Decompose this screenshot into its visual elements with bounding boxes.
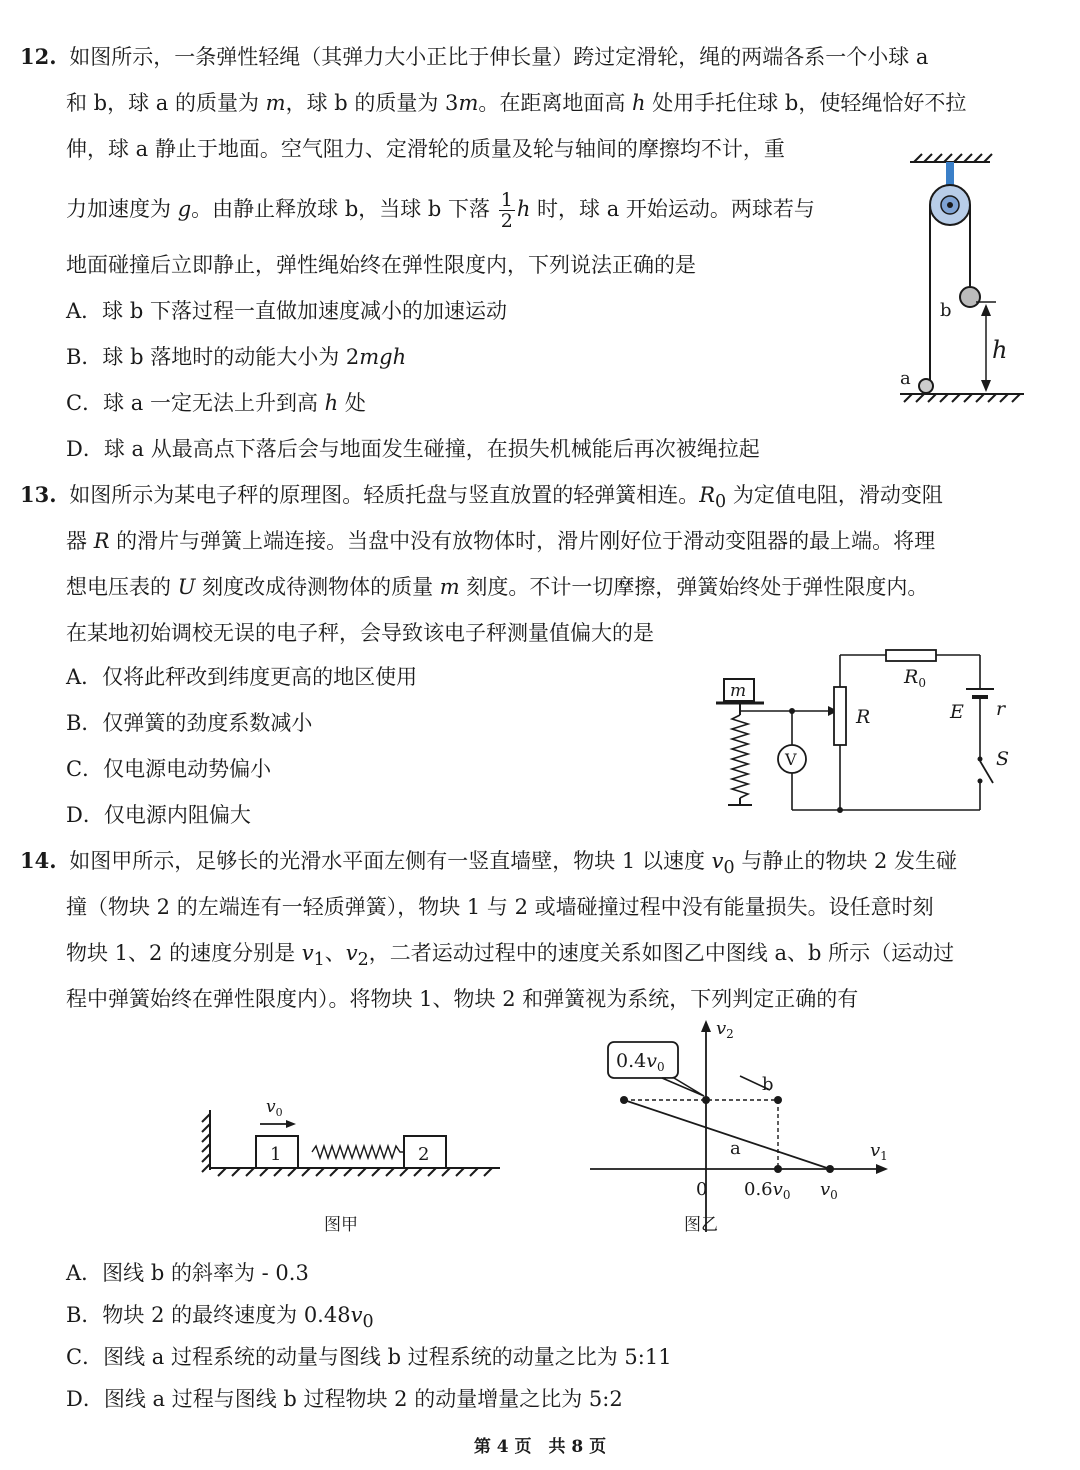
q12-text-4b: 。由静止释放球 b，当球 b 下落 xyxy=(191,197,491,221)
q12-option-c-text2: 处 xyxy=(338,391,366,415)
q12-option-d: D．球 a 从最高点下落后会与地面发生碰撞，在损失机械能后再次被绳拉起 xyxy=(66,437,760,461)
tick-06v0: $0.6v_0$ xyxy=(744,1179,791,1202)
q12-option-b-text: B．球 b 落地时的动能大小为 2 xyxy=(66,345,360,369)
q14-option-b xyxy=(66,1300,374,1337)
rheostat xyxy=(834,687,846,745)
q14-text-1b: 与静止的物块 2 发生碰 xyxy=(734,849,958,873)
voltmeter-label: V xyxy=(785,750,797,769)
q12-frac-num: 1 xyxy=(500,189,513,211)
q14-var-v0-sub: 0 xyxy=(723,858,735,879)
q13-number: 13. xyxy=(20,482,57,507)
origin-label: 0 xyxy=(696,1179,708,1200)
velocity-arrow-head xyxy=(286,1120,296,1128)
ball-a xyxy=(919,379,933,393)
q14-option-b-var: v xyxy=(350,1303,363,1327)
q12-option-a: A．球 b 下落过程一直做加速度减小的加速运动 xyxy=(66,299,507,323)
line-a xyxy=(624,1100,830,1169)
caption-jia: 图甲 xyxy=(324,1215,358,1235)
ceiling-hatch xyxy=(910,154,992,162)
floor xyxy=(210,1168,500,1176)
q13-var-u: U xyxy=(177,575,196,599)
q12-line-2 xyxy=(66,88,966,118)
q12-pulley-figure xyxy=(890,150,1040,410)
x-axis-arrow xyxy=(876,1164,888,1174)
q12-text-2b: ，球 b 的质量为 3 xyxy=(285,91,459,115)
q12-option-c xyxy=(66,388,366,418)
ball-b xyxy=(960,287,980,307)
q13-option-a: A．仅将此秤改到纬度更高的地区使用 xyxy=(66,665,418,689)
q13-var-r0-sub: 0 xyxy=(715,492,727,513)
label-a: a xyxy=(900,368,911,389)
q12-var-m2: m xyxy=(458,91,479,115)
q13-text-3b: 刻度改成待测物体的质量 xyxy=(195,575,440,599)
rheostat-label: R xyxy=(856,706,871,728)
q12-option-c-text: C．球 a 一定无法上升到高 xyxy=(66,391,325,415)
emf-label: E xyxy=(950,701,964,723)
q13-text-3c: 刻度。不计一切摩擦，弹簧始终处于弹性限度内。 xyxy=(459,575,929,599)
q14-line-2 xyxy=(66,892,934,922)
page-footer: 第 4 页 共 8 页 xyxy=(473,1437,607,1457)
q14-text-4: 程中弹簧始终在弹性限度内）。将物块 1、物块 2 和弹簧视为系统，下列判定正确的有 xyxy=(66,987,859,1011)
pulley-center xyxy=(947,202,953,208)
q14-figure-yi xyxy=(580,1010,910,1240)
q12-text-3: 伸，球 a 静止于地面。空气阻力、定滑轮的质量及轮与轴间的摩擦均不计，重 xyxy=(66,137,785,161)
resistor-r0 xyxy=(886,650,936,661)
q13-line-2 xyxy=(66,526,935,556)
point-06v0 xyxy=(774,1165,782,1173)
q14-sep: 、 xyxy=(324,941,346,965)
wall xyxy=(202,1110,210,1172)
q12-number: 12. xyxy=(20,44,57,69)
internal-r-label: r xyxy=(996,698,1006,720)
q12-line-3 xyxy=(66,134,785,164)
v0-label: $v_0$ xyxy=(266,1097,283,1119)
x-axis-label: $v_1$ xyxy=(870,1140,888,1163)
label-b: b xyxy=(940,300,952,321)
q14-text-2: 撞（物块 2 的左端连有一轻质弹簧），物块 1 与 2 或墙碰撞过程中没有能量损失。设任意时刻 xyxy=(66,895,934,919)
q13-option-c: C．仅电源电动势偏小 xyxy=(66,757,272,781)
callout-pointer xyxy=(662,1078,704,1096)
caption-yi: 图乙 xyxy=(684,1215,718,1235)
q14-option-d: D．图线 a 过程与图线 b 过程物块 2 的动量增量之比为 5:2 xyxy=(66,1387,623,1411)
spring xyxy=(732,715,748,798)
junction-2 xyxy=(837,807,843,813)
y-axis-label: $v_2$ xyxy=(716,1018,734,1041)
q14-line-3 xyxy=(66,938,954,975)
q13-text-2b: 的滑片与弹簧上端连接。当盘中没有放物体时，滑片刚好位于滑动变阻器的最上端。将理 xyxy=(109,529,936,553)
q14-text-3a: 物块 1、2 的速度分别是 xyxy=(66,941,302,965)
q12-text-2d: 处用手托住球 b，使轻绳恰好不拉 xyxy=(645,91,967,115)
q14-option-a: A．图线 b 的斜率为 - 0.3 xyxy=(66,1261,309,1285)
q14-var-v2-sub: 2 xyxy=(357,950,369,971)
arrow-up-head xyxy=(981,304,991,316)
ground-hatch xyxy=(900,394,1024,402)
switch-label: S xyxy=(996,748,1010,770)
q12-frac-den: 2 xyxy=(500,210,513,232)
q13-circuit-figure xyxy=(710,645,1010,820)
q14-figure-jia xyxy=(196,1090,506,1240)
q12-var-h2: h xyxy=(516,197,531,221)
q14-var-v1: v xyxy=(301,941,314,965)
q12-var-h: h xyxy=(632,91,646,115)
switch-pivot-top xyxy=(978,757,983,762)
mass-label: m xyxy=(730,681,747,701)
q13-line-1 xyxy=(20,480,943,517)
label-a: a xyxy=(730,1138,741,1159)
q12-text-4a: 力加速度为 xyxy=(66,197,178,221)
q14-text-1a: 如图甲所示，足够长的光滑水平面左侧有一竖直墙壁，物块 1 以速度 xyxy=(69,849,712,873)
q12-line-5 xyxy=(66,250,696,280)
q13-option-d: D．仅电源内阻偏大 xyxy=(66,803,251,827)
point-axis xyxy=(702,1096,710,1104)
point-v0 xyxy=(826,1165,834,1173)
q12-option-b-var: mgh xyxy=(359,345,407,369)
q14-option-b-sub: 0 xyxy=(362,1312,374,1333)
callout-label: $0.4v_0$ xyxy=(616,1050,665,1074)
q12-text-5: 地面碰撞后立即静止，弹性绳始终在弹性限度内，下列说法正确的是 xyxy=(66,253,696,277)
y-axis-arrow xyxy=(701,1020,711,1032)
block-1-label: 1 xyxy=(270,1144,282,1165)
q13-text-4: 在某地初始调校无误的电子秤，会导致该电子秤测量值偏大的是 xyxy=(66,621,654,645)
q12-text-1: 如图所示，一条弹性轻绳（其弹力大小正比于伸长量）跨过定滑轮，绳的两端各系一个小球 a xyxy=(69,45,929,69)
q13-var-m: m xyxy=(439,575,460,599)
q14-var-v1-sub: 1 xyxy=(313,950,325,971)
label-b: b xyxy=(762,1074,774,1095)
q14-option-b-text: B．物块 2 的最终速度为 0.48 xyxy=(66,1303,351,1327)
q13-text-1b: 为定值电阻，滑动变阻 xyxy=(726,483,943,507)
q12-var-g: g xyxy=(177,197,192,221)
q13-line-4 xyxy=(66,618,654,648)
label-h: h xyxy=(992,336,1008,364)
q12-fraction xyxy=(499,190,515,231)
q13-option-b: B．仅弹簧的劲度系数减小 xyxy=(66,711,313,735)
q13-text-1a: 如图所示为某电子秤的原理图。轻质托盘与竖直放置的轻弹簧相连。 xyxy=(69,483,700,507)
q13-var-r: R xyxy=(93,529,110,553)
q12-text-2a: 和 b，球 a 的质量为 xyxy=(66,91,266,115)
r0-label: $R_0$ xyxy=(904,666,926,690)
q14-var-v0: v xyxy=(711,849,724,873)
q12-option-c-var: h xyxy=(324,391,339,415)
q12-line-4 xyxy=(66,190,815,231)
q12-var-m: m xyxy=(265,91,286,115)
block-2-label: 2 xyxy=(418,1144,430,1165)
q13-text-3a: 想电压表的 xyxy=(66,575,178,599)
q14-option-c: C．图线 a 过程系统的动量与图线 b 过程系统的动量之比为 5:11 xyxy=(66,1345,672,1369)
arrow-down-head xyxy=(981,380,991,392)
q13-text-2a: 器 xyxy=(66,529,94,553)
q12-text-4c: 时，球 a 开始运动。两球若与 xyxy=(530,197,815,221)
q14-line-1 xyxy=(20,846,957,883)
q12-text-2c: 。在距离地面高 xyxy=(478,91,633,115)
q14-var-v2: v xyxy=(345,941,358,965)
q13-var-r0: R xyxy=(699,483,716,507)
q13-line-3 xyxy=(66,572,928,602)
point-right xyxy=(774,1096,782,1104)
q12-option-b xyxy=(66,342,406,372)
q12-line-1 xyxy=(20,42,928,72)
tick-v0: $v_0$ xyxy=(820,1179,838,1202)
q14-text-3b: ，二者运动过程中的速度关系如图乙中图线 a、b 所示（运动过 xyxy=(368,941,955,965)
spring-jia xyxy=(312,1146,404,1158)
point-left xyxy=(620,1096,628,1104)
q14-number: 14. xyxy=(20,848,57,873)
